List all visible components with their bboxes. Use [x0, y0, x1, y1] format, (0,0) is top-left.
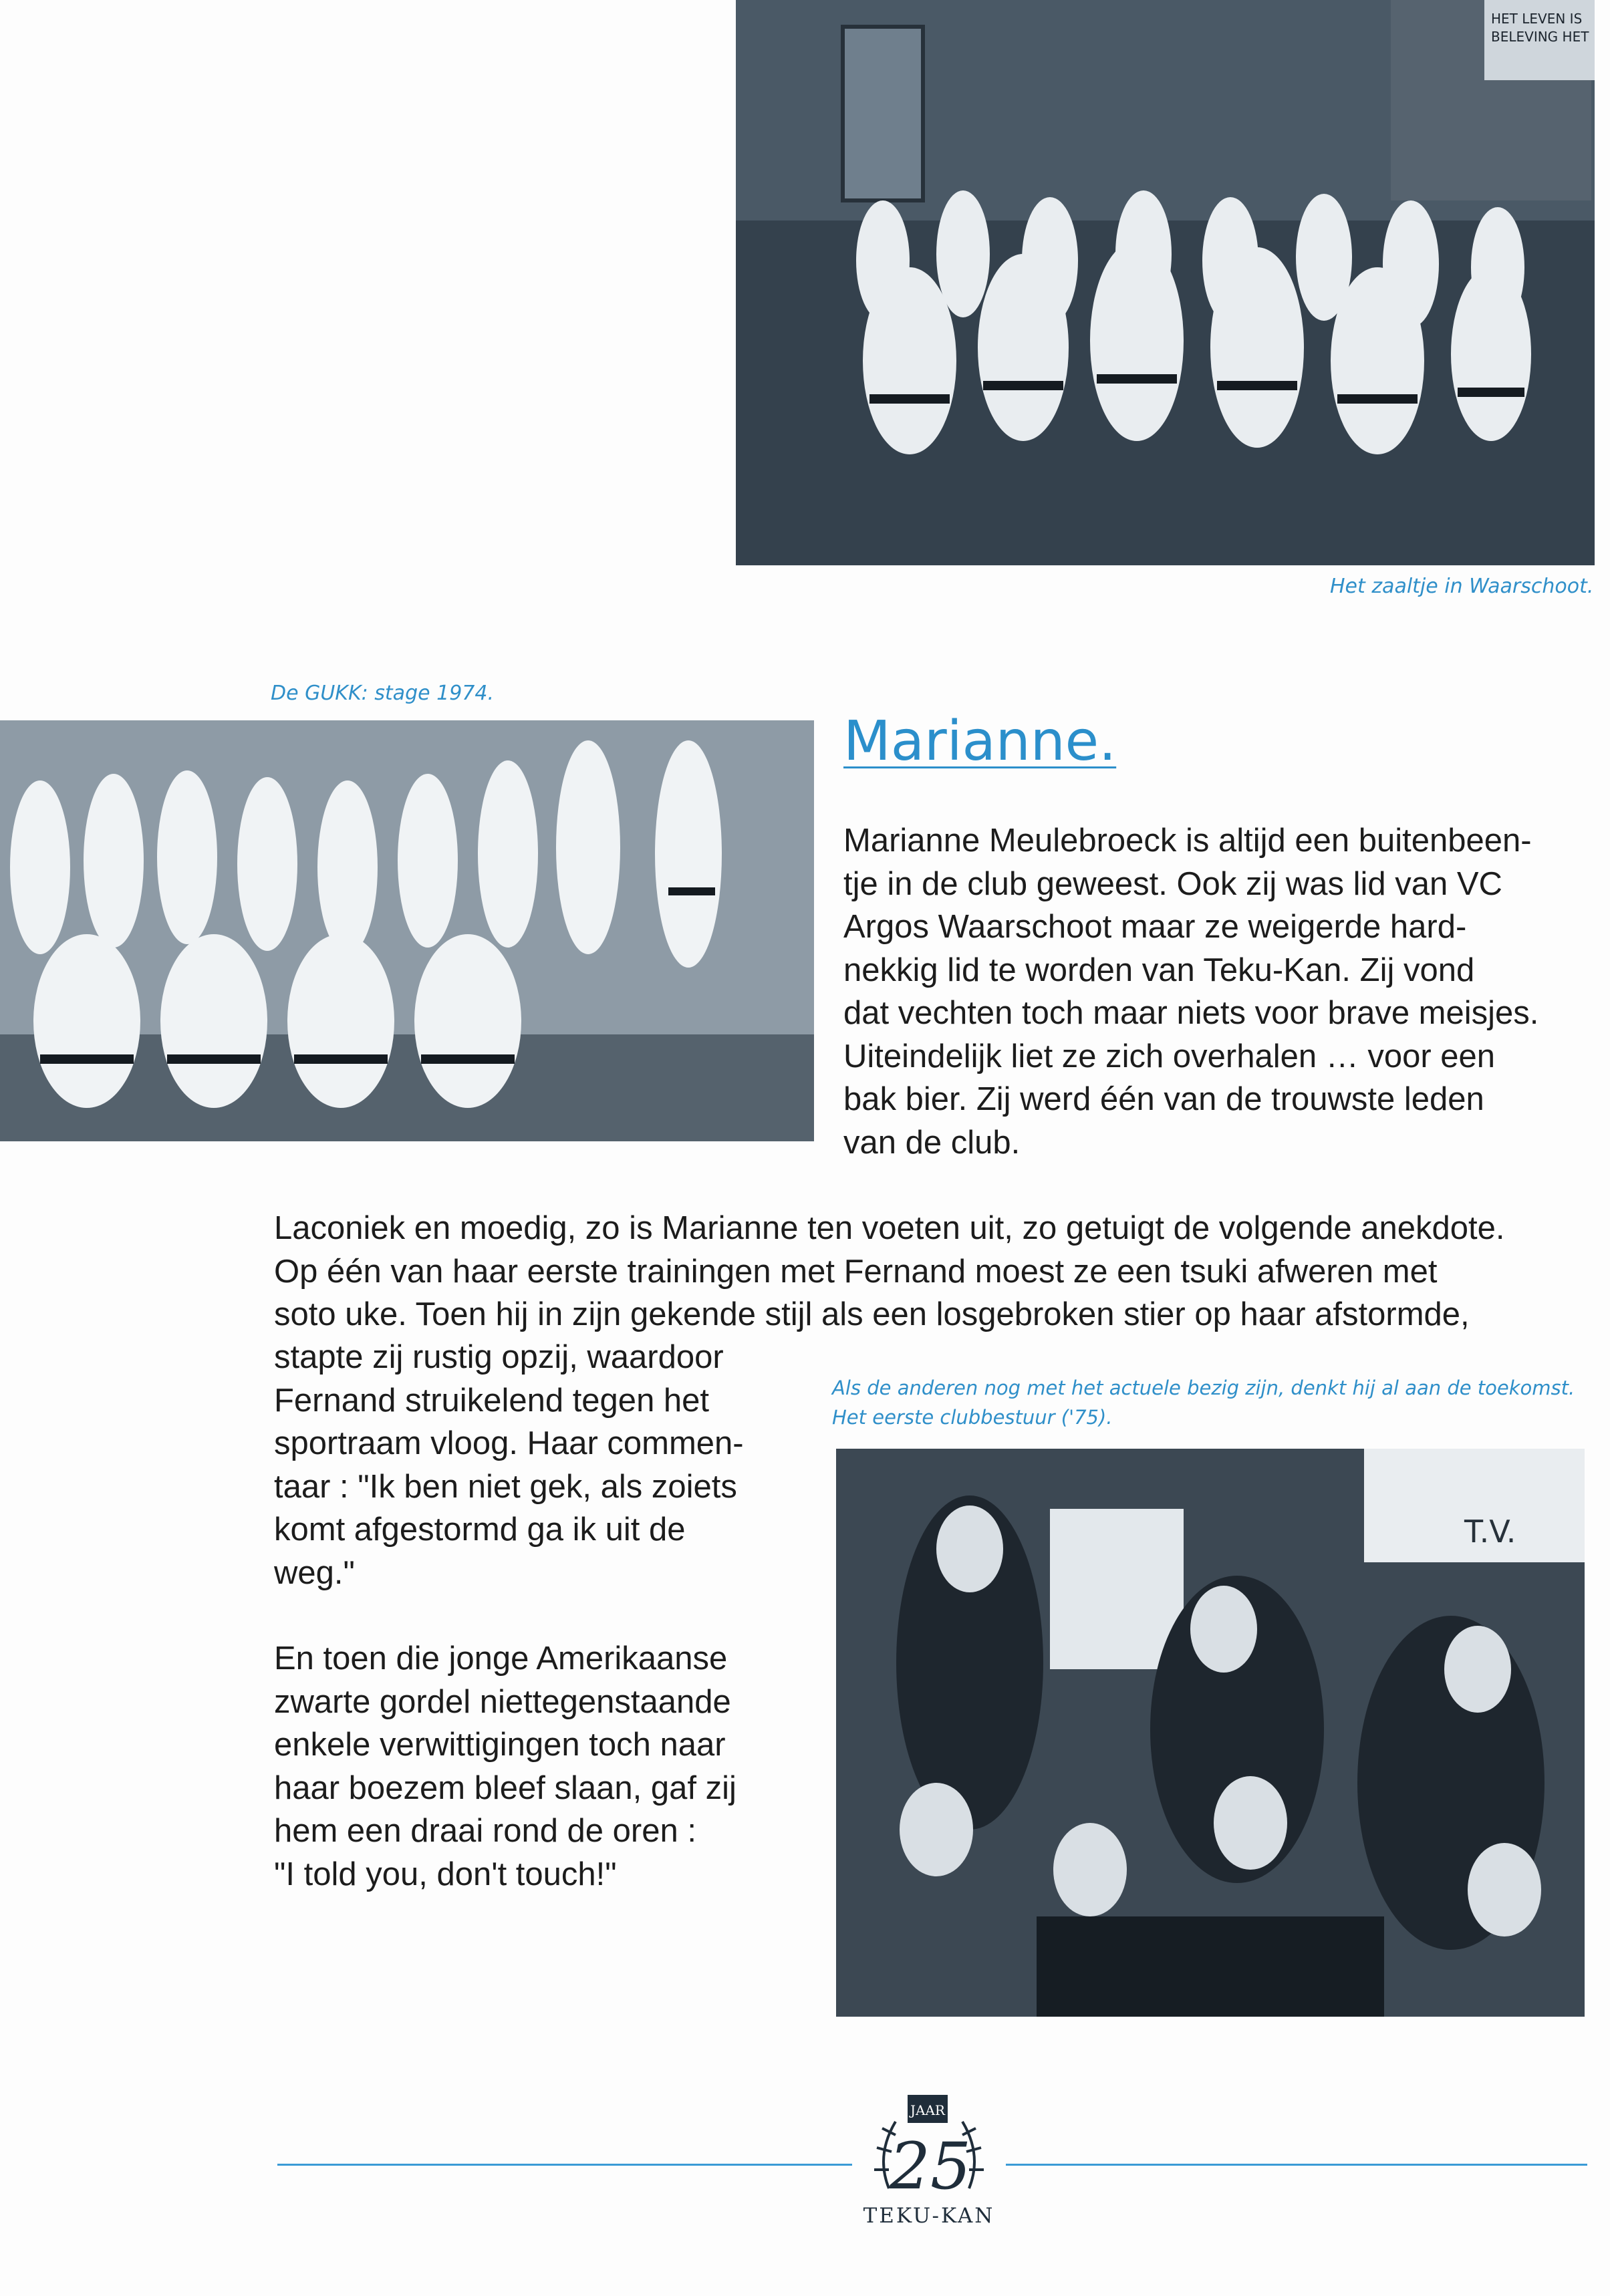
anecdote-line: Fernand struikelend tegen het — [274, 1382, 710, 1419]
gukk-group-illustration — [0, 720, 814, 1141]
sign-line-2: BELEVING HET — [1491, 29, 1589, 45]
logo-number: 25 — [889, 2129, 972, 2204]
photo-training-hall — [736, 0, 1595, 565]
paragraph-american — [274, 1637, 736, 1896]
anecdote-line: sportraam vloog. Haar commen- — [274, 1425, 744, 1461]
club-board-illustration — [836, 1449, 1585, 2017]
intro-line: bak bier. Zij werd één van de trouwste leden — [843, 1081, 1484, 1117]
intro-line: nekkig lid te worden van Teku-Kan. Zij vond — [843, 952, 1475, 988]
logo-club-name: TEKU-KAN — [863, 2204, 995, 2228]
anecdote-line: soto uke. Toen hij in zijn gekende stijl als een losgebroken stier op haar afstormde, — [274, 1296, 1470, 1332]
footer-rule-right — [1006, 2164, 1587, 2166]
caption-bestuur-line-2: Het eerste clubbestuur ('75). — [832, 1406, 1113, 1429]
anecdote-line: Op één van haar eerste trainingen met Fernand moest ze een tsuki afweren met — [274, 1253, 1438, 1290]
intro-line: dat vechten toch maar niets voor brave meisjes. — [843, 995, 1539, 1031]
anecdote-line: komt afgestormd ga ik uit de — [274, 1512, 686, 1548]
american-line: En toen die jonge Amerikaanse — [274, 1640, 728, 1677]
caption-bestuur-line-1: Als de anderen nog met het actuele bezig zijn, denkt hij al aan de toekomst. — [832, 1377, 1575, 1399]
american-line: enkele verwittigingen toch naar — [274, 1727, 726, 1763]
anecdote-line: taar : "Ik ben niet gek, als zoiets — [274, 1468, 737, 1505]
paragraph-anecdote-continued — [274, 1336, 744, 1594]
paragraph-anecdote — [274, 1207, 1504, 1336]
sign-line-1: HET LEVEN IS — [1491, 11, 1583, 27]
anecdote-line: Laconiek en moedig, zo is Marianne ten voeten uit, zo getuigt de volgende anekdote. — [274, 1210, 1505, 1246]
anecdote-line: stapte zij rustig opzij, waardoor — [274, 1339, 724, 1375]
article-heading: Marianne. — [843, 710, 1117, 773]
american-line: zwarte gordel niettegenstaande — [274, 1683, 731, 1720]
intro-line: Argos Waarschoot maar ze weigerde hard- — [843, 909, 1467, 945]
caption-waarschoot: Het zaaltje in Waarschoot. — [1330, 575, 1594, 598]
logo-year-label: JAAR — [910, 2102, 945, 2118]
caption-gukk: De GUKK: stage 1974. — [271, 682, 494, 705]
american-line: haar boezem bleef slaan, gaf zij — [274, 1769, 736, 1806]
american-line: "I told you, don't touch!" — [274, 1856, 617, 1892]
paragraph-intro — [843, 819, 1538, 1164]
intro-line: tje in de club geweest. Ook zij was lid van VC — [843, 865, 1502, 902]
photo-club-board — [836, 1449, 1585, 2017]
tv-sign: T.V. — [1464, 1514, 1516, 1550]
intro-line: Uiteindelijk liet ze zich overhalen … voor een — [843, 1038, 1496, 1074]
intro-line: Marianne Meulebroeck is altijd een buitenbeen- — [843, 823, 1532, 859]
footer-rule-left — [277, 2164, 852, 2166]
anecdote-line: weg." — [274, 1554, 355, 1591]
training-hall-illustration — [736, 0, 1595, 565]
photo-gukk-stage — [0, 720, 814, 1141]
intro-line: van de club. — [843, 1124, 1021, 1161]
american-line: hem een draai rond de oren : — [274, 1813, 696, 1849]
